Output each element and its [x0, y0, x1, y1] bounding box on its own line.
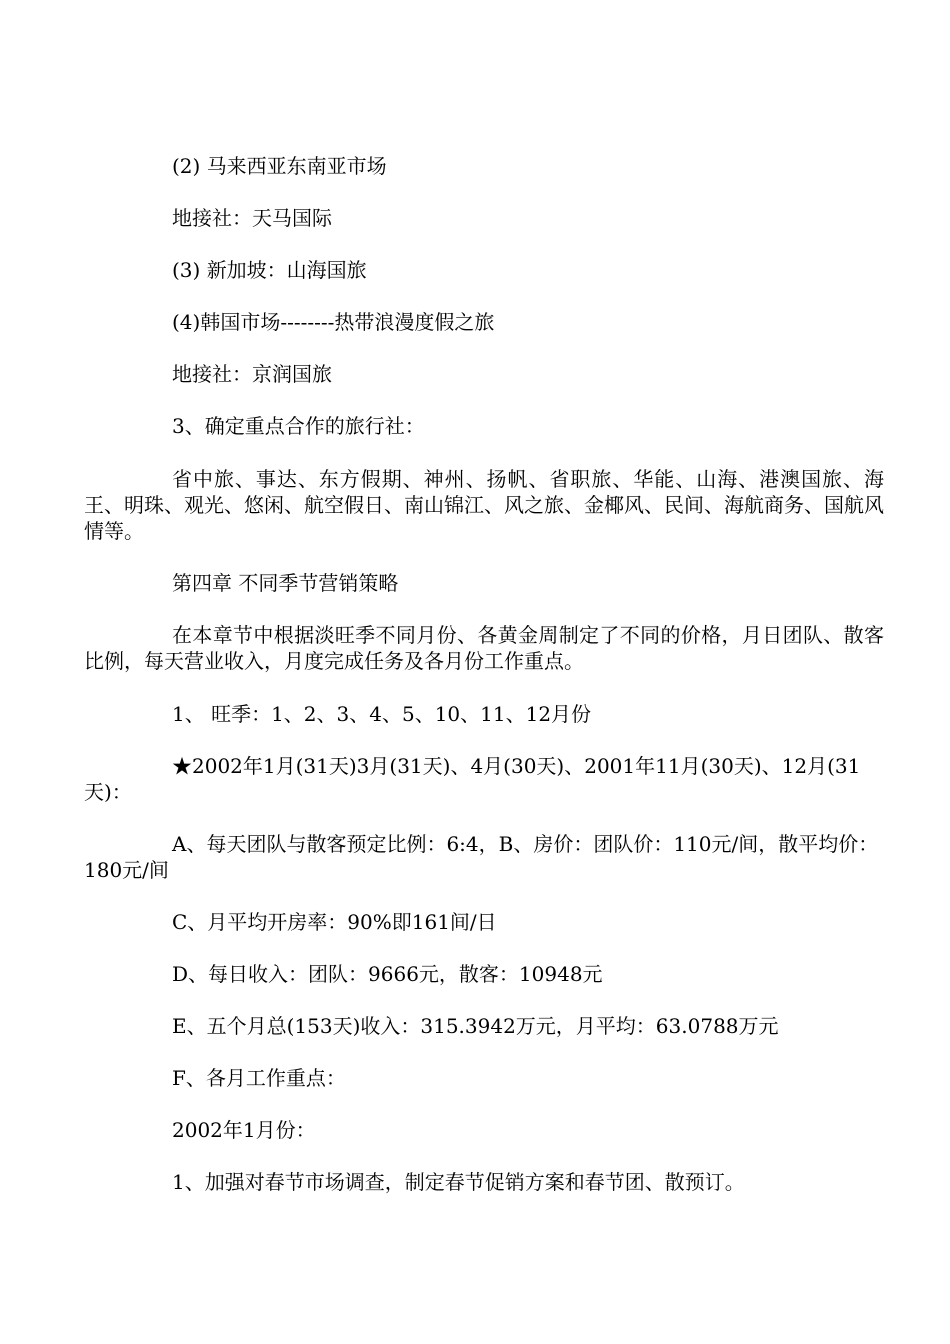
peak-months-detail: ★2002年1月(31天)3月(31天)、4月(30天)、2001年11月(30天)、12月(31天)：: [84, 754, 861, 804]
monthly-focus-heading: F、各月工作重点：: [172, 1066, 346, 1090]
chapter-intro: 在本章节中根据淡旺季不同月份、各黄金周制定了不同的价格，月日团队、散客比例，每天营业收入，月度完成任务及各月份工作重点。: [84, 623, 884, 673]
local-agency-jingrun: 地接社：京润国旅: [172, 362, 332, 386]
peak-season-months: 1、 旺季：1、2、3、4、5、10、11、12月份: [172, 702, 592, 726]
heading-korea-market: (4)韩国市场--------热带浪漫度假之旅: [172, 310, 495, 334]
daily-income: D、每日收入：团队：9666元，散客：10948元: [172, 962, 603, 986]
local-agency-tianma: 地接社：天马国际: [172, 206, 332, 230]
booking-ratio-price: A、每天团队与散客预定比例：6:4，B、房价：团队价：110元/间，散平均价：180元/间: [84, 832, 879, 882]
january-task-1: 1、加强对春节市场调查，制定春节促销方案和春节团、散预订。: [172, 1170, 745, 1194]
heading-malaysia-market: (2) 马来西亚东南亚市场: [172, 154, 387, 178]
heading-singapore: (3) 新加坡：山海国旅: [172, 258, 367, 282]
january-heading: 2002年1月份：: [172, 1118, 316, 1142]
occupancy-rate: C、月平均开房率：90%即161间/日: [172, 910, 497, 934]
five-month-income: E、五个月总(153天)收入：315.3942万元，月平均：63.0788万元: [172, 1014, 779, 1038]
key-agencies-list: 省中旅、事达、东方假期、神州、扬帆、省职旅、华能、山海、港澳国旅、海王、明珠、观光、悠闲、航空假日、南山锦江、风之旅、金椰风、民间、海航商务、国航风情等。: [84, 467, 884, 543]
heading-key-agencies: 3、确定重点合作的旅行社：: [172, 414, 425, 438]
chapter-four-title: 第四章 不同季节营销策略: [172, 571, 399, 595]
